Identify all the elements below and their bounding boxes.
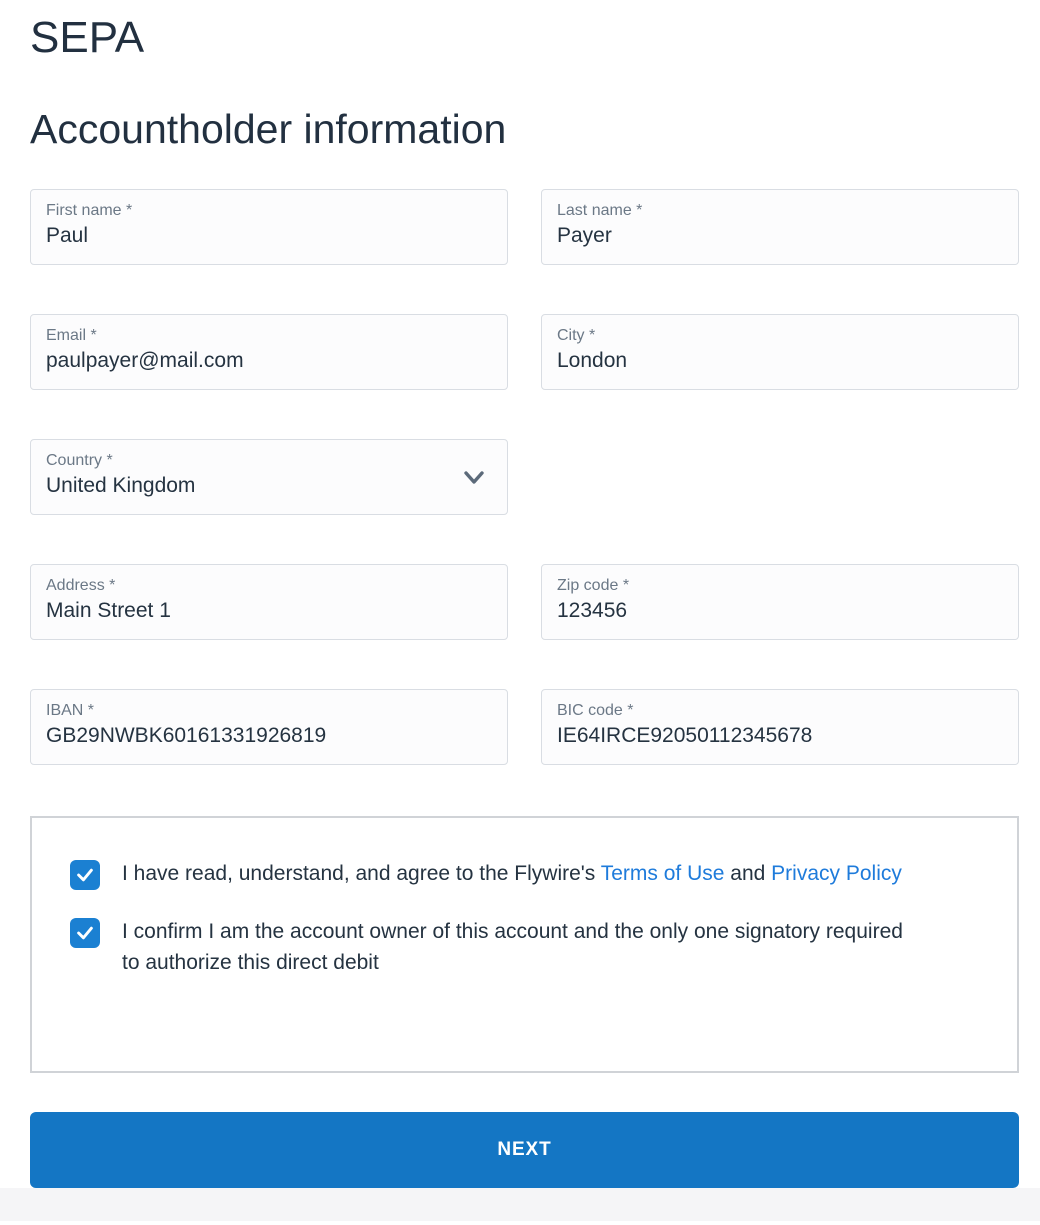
required-asterisk: * bbox=[627, 701, 634, 719]
agreement-text-segment: I confirm I am the account owner of this account and the only one signatory required to authorize this direct debit bbox=[122, 919, 903, 974]
country-label bbox=[46, 452, 491, 470]
agreement-text bbox=[122, 858, 902, 889]
iban-field[interactable] bbox=[30, 689, 508, 765]
city-label bbox=[557, 327, 1002, 345]
required-asterisk: * bbox=[589, 326, 596, 344]
label-text: Address bbox=[46, 576, 105, 594]
fields-grid bbox=[30, 189, 1019, 765]
empty-grid-cell bbox=[541, 439, 1019, 515]
city-field[interactable] bbox=[541, 314, 1019, 390]
label-text: Zip code bbox=[557, 576, 619, 594]
agreement-text bbox=[122, 916, 917, 978]
bottom-background-strip bbox=[0, 1188, 1040, 1221]
iban-label bbox=[46, 702, 491, 720]
privacy-policy-link[interactable]: Privacy Policy bbox=[771, 861, 902, 885]
required-asterisk: * bbox=[109, 576, 116, 594]
city-value: London bbox=[557, 348, 628, 372]
required-asterisk: * bbox=[87, 701, 95, 719]
owner-confirm-row bbox=[70, 916, 977, 978]
agreements-panel bbox=[30, 816, 1019, 1073]
last-name-label bbox=[557, 202, 1002, 220]
email-field[interactable] bbox=[30, 314, 508, 390]
first-name-value: Paul bbox=[46, 223, 89, 247]
section-heading: Accountholder information bbox=[30, 106, 507, 153]
required-asterisk: * bbox=[90, 326, 97, 344]
zip-code-field[interactable] bbox=[541, 564, 1019, 640]
zip-code-label bbox=[557, 577, 1002, 595]
required-asterisk: * bbox=[622, 576, 630, 594]
label-text: Country bbox=[46, 451, 103, 469]
last-name-field[interactable] bbox=[541, 189, 1019, 265]
bic-code-field[interactable] bbox=[541, 689, 1019, 765]
next-button[interactable]: NEXT bbox=[30, 1112, 1019, 1188]
chevron-down-icon bbox=[461, 464, 487, 490]
bic-code-value: IE64IRCE92050112345678 bbox=[557, 723, 813, 747]
label-text: IBAN bbox=[46, 701, 84, 719]
email-label bbox=[46, 327, 491, 345]
first-name-field[interactable] bbox=[30, 189, 508, 265]
country-select[interactable] bbox=[30, 439, 508, 515]
label-text: BIC code bbox=[557, 701, 623, 719]
email-value: paulpayer@mail.com bbox=[46, 348, 244, 372]
country-value: United Kingdom bbox=[46, 473, 196, 497]
agreement-text-segment: and bbox=[724, 861, 772, 885]
agreement-text-segment: I have read, understand, and agree to the Flywire's bbox=[122, 861, 601, 885]
owner-confirm-checkbox[interactable] bbox=[70, 918, 100, 948]
required-asterisk: * bbox=[106, 451, 113, 469]
label-text: Last name bbox=[557, 201, 632, 219]
first-name-label bbox=[46, 202, 491, 220]
label-text: First name bbox=[46, 201, 122, 219]
required-asterisk: * bbox=[636, 201, 643, 219]
last-name-value: Payer bbox=[557, 223, 612, 247]
page-title: SEPA bbox=[30, 13, 145, 62]
address-field[interactable] bbox=[30, 564, 508, 640]
address-value: Main Street 1 bbox=[46, 598, 171, 622]
bic-code-label bbox=[557, 702, 1002, 720]
iban-value: GB29NWBK60161331926819 bbox=[46, 723, 327, 747]
address-label bbox=[46, 577, 491, 595]
label-text: City bbox=[557, 326, 585, 344]
terms-of-use-link[interactable]: Terms of Use bbox=[600, 861, 725, 885]
terms-agreement-row bbox=[70, 858, 977, 890]
zip-code-value: 123456 bbox=[557, 598, 628, 622]
terms-checkbox[interactable] bbox=[70, 860, 100, 890]
label-text: Email bbox=[46, 326, 87, 344]
required-asterisk: * bbox=[126, 201, 133, 219]
